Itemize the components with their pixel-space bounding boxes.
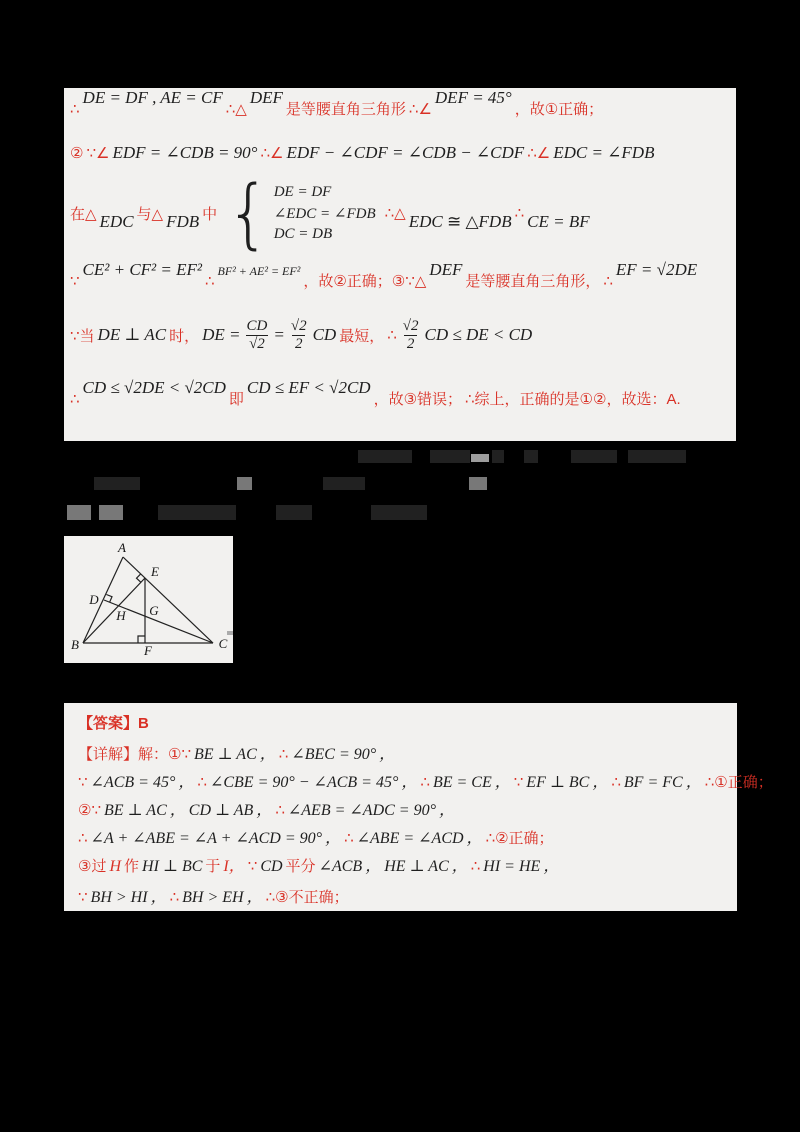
text-segment: ∠ACB = 45° — [90, 774, 176, 791]
answer-line-2 — [78, 741, 395, 764]
text-segment: CD — [312, 325, 337, 344]
answer-line-1 — [78, 712, 149, 733]
solution-line-5 — [70, 310, 532, 360]
text-segment: ， — [325, 830, 342, 847]
text-segment: BE = CE — [432, 774, 492, 791]
text-segment: CE = BF — [527, 212, 590, 231]
text-segment: HI = HE — [483, 858, 541, 875]
text-segment: ， — [451, 858, 468, 875]
solution-line-3 — [70, 168, 590, 258]
obscured-text-fragment — [323, 477, 365, 490]
obscured-text-fragment — [571, 450, 617, 463]
text-segment: ∵ — [70, 273, 80, 290]
text-segment: ∵ — [247, 858, 258, 875]
text-segment: ， — [494, 774, 511, 791]
text-segment: 最短， — [339, 327, 385, 345]
right-angle-mark-e — [137, 574, 141, 582]
text-segment: CD ≤ EF < √2CD — [246, 378, 371, 397]
system-equation: ∠EDC = ∠FDB — [273, 205, 376, 222]
text-segment: ∴ — [387, 327, 397, 344]
obscured-text-fragment — [492, 450, 504, 463]
text-segment: ， — [685, 774, 702, 791]
text-segment: ∴①正确； — [704, 774, 773, 791]
vertex-label-d: D — [89, 592, 99, 607]
text-segment: 作 — [124, 858, 140, 875]
vertex-label-b: B — [71, 637, 79, 652]
text-segment: ∠AEB = ∠ADC = 90° — [287, 802, 436, 819]
answer-line-5 — [78, 825, 554, 848]
text-segment: 于 — [205, 858, 221, 875]
obscured-text-fragment — [469, 477, 487, 490]
text-segment: DEF — [429, 260, 463, 279]
text-segment: ，故①正确； — [514, 101, 604, 118]
vertex-label-a: A — [118, 540, 126, 555]
text-segment: ∴ — [278, 746, 289, 763]
text-segment: DEF — [249, 88, 283, 107]
text-segment: ， — [379, 746, 396, 763]
obscured-text-fragment — [94, 477, 140, 490]
solution-line-4 — [70, 260, 698, 291]
text-segment: EF ⊥ BC — [526, 774, 590, 791]
text-segment — [226, 168, 376, 258]
text-segment: ∵∠ — [86, 145, 110, 162]
text-segment: 平分 — [285, 858, 316, 875]
text-segment: CD ⊥ AB — [188, 802, 254, 819]
text-segment: BE ⊥ AC — [104, 802, 167, 819]
text-segment: ∴ — [70, 391, 80, 408]
text-segment: ∴③不正确； — [265, 889, 349, 906]
text-segment: ∴ — [514, 205, 525, 222]
obscured-text-fragment — [358, 450, 412, 463]
obscured-text-fragment — [237, 477, 252, 490]
text-segment: BH > EH — [182, 889, 244, 906]
text-segment: CD — [260, 858, 283, 875]
solution-line-2 — [70, 143, 654, 163]
text-segment: ∴ — [344, 830, 354, 847]
text-segment: ② — [70, 145, 84, 162]
text-segment: 【详解】解：①∵ — [78, 746, 191, 763]
solution-line-6 — [70, 378, 681, 409]
text-segment: ， — [259, 746, 276, 763]
obscured-text-fragment — [628, 450, 686, 463]
text-segment: EDF = ∠CDB = 90° — [112, 143, 258, 162]
figure-cevian-be — [83, 578, 145, 643]
text-segment: ∴∠ — [408, 101, 432, 118]
triangle-figure — [64, 536, 233, 663]
text-segment: ∴②正确； — [485, 830, 554, 847]
text-segment: ， — [169, 802, 186, 819]
text-segment: ， — [246, 889, 263, 906]
text-segment: 即 — [228, 391, 244, 408]
text-segment: DEF = 45° — [434, 88, 512, 107]
text-segment: EF = √2DE — [615, 260, 698, 279]
text-segment: ∴综上，正确的是①②，故选：A. — [465, 391, 681, 408]
text-segment: ∴△ — [225, 101, 247, 118]
text-segment: 与△ — [136, 205, 164, 223]
text-segment: DE = — [202, 325, 241, 344]
text-segment: BF² + AE² = EF² — [217, 264, 301, 278]
text-segment: I， — [223, 858, 245, 875]
text-segment: ∵当 — [70, 327, 95, 345]
text-segment: CD ≤ DE < CD — [424, 325, 533, 344]
vertex-label-g: G — [149, 603, 159, 618]
text-segment: ∵ — [78, 774, 88, 791]
text-segment: ， — [256, 802, 273, 819]
text-segment: CE² + CF² = EF² — [82, 260, 202, 279]
text-segment: 中 — [202, 205, 218, 223]
text-segment: ， — [401, 774, 418, 791]
text-segment: ， — [543, 858, 560, 875]
text-segment: ∵ — [513, 774, 524, 791]
obscured-text-fragment — [158, 505, 236, 520]
text-segment: ∴ — [197, 774, 207, 791]
text-segment: ∠A + ∠ABE = ∠A + ∠ACD = 90° — [90, 830, 323, 847]
text-segment: HE ⊥ AC — [384, 858, 449, 875]
text-segment: 是等腰直角三角形 — [285, 101, 406, 118]
text-segment: 在△ — [70, 205, 97, 223]
answer-line-7 — [78, 884, 349, 907]
text-segment: ∴ — [611, 774, 621, 791]
text-segment: ∴△ — [384, 205, 406, 222]
text-segment: ∠CBE = 90° − ∠ACB = 45° — [209, 774, 399, 791]
text-segment: ∴ — [470, 858, 481, 875]
text-segment: ③过 — [78, 858, 107, 875]
text-segment: 时， — [169, 327, 200, 345]
text-segment: HI ⊥ BC — [142, 858, 203, 875]
scan-artifact — [227, 631, 233, 635]
obscured-text-fragment — [471, 454, 489, 462]
answer-line-3 — [78, 769, 773, 792]
text-segment: DE ⊥ AC — [97, 325, 167, 344]
obscured-text-fragment — [371, 505, 427, 520]
text-segment: ∴ — [420, 774, 430, 791]
text-segment: ， — [438, 802, 455, 819]
text-segment: BH > HI — [90, 889, 148, 906]
figure-side-ac — [123, 557, 213, 643]
text-segment: ∴ — [603, 273, 613, 290]
text-segment: ∴ — [70, 101, 80, 118]
text-segment: BE ⊥ AC — [194, 746, 257, 763]
obscured-text-fragment — [430, 450, 470, 463]
text-segment: DE = DF , AE = CF — [82, 88, 223, 107]
text-segment: ∠BEC = 90° — [291, 746, 377, 763]
vertex-label-e: E — [151, 564, 159, 579]
text-segment: $\frac{CD}{√2}$ — [246, 318, 268, 352]
text-segment: ∵ — [78, 889, 88, 906]
text-segment: EDF − ∠CDF = ∠CDB − ∠CDF — [286, 143, 525, 162]
text-segment: ②∵ — [78, 802, 101, 819]
text-segment: ， — [466, 830, 483, 847]
text-segment: ∴ — [205, 273, 215, 290]
text-segment: $\frac{√2}{2}$ — [402, 318, 419, 352]
figure-panel — [64, 536, 233, 663]
system-brace: { — [226, 168, 271, 258]
obscured-text-fragment — [67, 505, 91, 520]
system-equation: DC = DB — [273, 225, 333, 242]
text-segment: ， — [150, 889, 167, 906]
text-segment: = — [273, 325, 285, 344]
system-equation: DE = DF — [273, 183, 332, 200]
text-segment: EDC — [99, 212, 134, 231]
text-segment: ，故②正确；③∵△ — [303, 273, 427, 290]
text-segment: 【答案】B — [78, 715, 149, 732]
text-segment: EDC = ∠FDB — [553, 143, 655, 162]
solution-line-1 — [70, 88, 604, 119]
text-segment: ∴ — [78, 830, 88, 847]
text-segment: FDB — [166, 212, 200, 231]
text-segment: EDC ≅ △FDB — [408, 212, 512, 231]
text-segment: BF = FC — [623, 774, 683, 791]
text-segment: ∠ACB — [318, 858, 363, 875]
text-segment: ， — [592, 774, 609, 791]
obscured-text-fragment — [524, 450, 538, 463]
answer-line-6 — [78, 853, 559, 876]
answer-panel — [64, 703, 773, 911]
text-segment: ∴∠ — [527, 145, 551, 162]
text-segment: H — [109, 858, 122, 875]
vertex-label-f: F — [144, 643, 152, 658]
solution-panel — [64, 88, 736, 441]
text-segment: ∠ABE = ∠ACD — [356, 830, 464, 847]
vertex-label-c: C — [218, 636, 228, 651]
text-segment: ∴ — [169, 889, 180, 906]
answer-line-4 — [78, 797, 455, 820]
text-segment: ∴ — [275, 802, 285, 819]
text-segment: ∴∠ — [260, 145, 284, 162]
obscured-text-fragment — [276, 505, 312, 520]
text-segment: ， — [178, 774, 195, 791]
right-angle-mark-f — [138, 636, 145, 643]
text-segment: ， — [365, 858, 382, 875]
obscured-text-fragment — [99, 505, 123, 520]
text-segment: ，故③错误； — [373, 391, 463, 408]
text-segment: $\frac{√2}{2}$ — [290, 318, 307, 352]
text-segment: CD ≤ √2DE < √2CD — [82, 378, 226, 397]
text-segment: 是等腰直角三角形， — [465, 273, 601, 290]
vertex-label-h: H — [116, 608, 126, 623]
